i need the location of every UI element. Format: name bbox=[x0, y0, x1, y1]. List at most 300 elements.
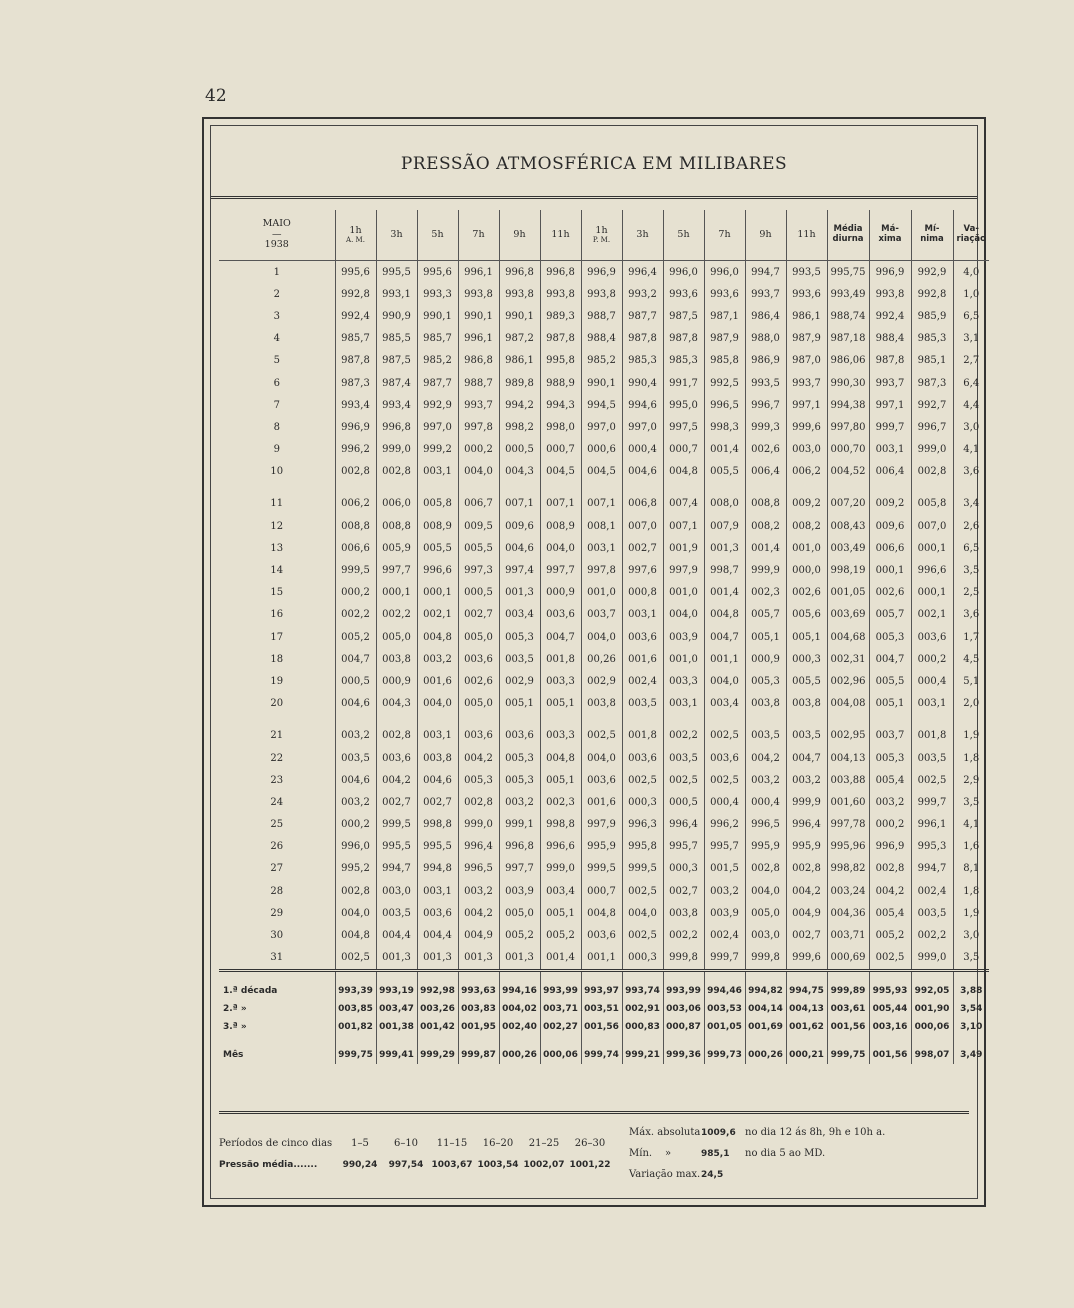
cell-7h: 005,5 bbox=[458, 537, 499, 559]
cell-day: 28 bbox=[270, 885, 284, 897]
cell-3h: 993,4 bbox=[376, 394, 417, 416]
cell-1h-pm: 996,9 bbox=[581, 261, 622, 284]
cell-day: 17 bbox=[270, 631, 284, 643]
cell-9h: 002,9 bbox=[499, 670, 540, 692]
cell-7h bbox=[458, 483, 499, 493]
cell-3h: 999,41 bbox=[376, 1046, 417, 1064]
cell-variacao: 3,0 bbox=[953, 416, 989, 438]
cell-5h: 990,1 bbox=[417, 305, 458, 327]
cell-1h-am: 987,3 bbox=[335, 372, 376, 394]
cell-1h-pm: 997,8 bbox=[581, 559, 622, 581]
table-row bbox=[219, 305, 989, 327]
cell-variacao: 3,5 bbox=[953, 791, 989, 813]
cell-9h-pm: 999,3 bbox=[745, 416, 786, 438]
cell-7h: 004,2 bbox=[458, 747, 499, 769]
table-row bbox=[219, 537, 989, 559]
page-title: PRESSÃO ATMOSFÉRICA EM MILIBARES bbox=[400, 154, 788, 174]
cell-5h-pm: 007,1 bbox=[663, 515, 704, 537]
cell-3h-pm: 002,5 bbox=[622, 924, 663, 946]
cell-1h-pm: 003,7 bbox=[581, 604, 622, 626]
table-frame bbox=[202, 117, 986, 1207]
cell-5h: 997,0 bbox=[417, 416, 458, 438]
cell-variacao: 2,9 bbox=[953, 769, 989, 791]
cell-5h: 987,7 bbox=[417, 372, 458, 394]
cell-3h: 999,0 bbox=[376, 439, 417, 461]
table-row bbox=[219, 582, 989, 604]
cell-5h: 003,1 bbox=[417, 725, 458, 747]
cell-9h-pm: 003,0 bbox=[745, 924, 786, 946]
cell-variacao: 1,0 bbox=[953, 283, 989, 305]
cell-7h-pm: 001,4 bbox=[704, 439, 745, 461]
cell-7h: 005,0 bbox=[458, 626, 499, 648]
cell-5h: 002,1 bbox=[417, 604, 458, 626]
cell-day: 7 bbox=[273, 399, 280, 411]
cell-11h: 996,8 bbox=[540, 261, 581, 284]
cell-11h bbox=[540, 715, 581, 725]
cell-maxima: 003,1 bbox=[869, 439, 911, 461]
cell-7h: 003,6 bbox=[458, 725, 499, 747]
cell-minima: 003,5 bbox=[911, 747, 953, 769]
cell-11h-pm: 005,6 bbox=[786, 604, 827, 626]
decade-summary-row bbox=[219, 982, 989, 1000]
cell-7h: 003,6 bbox=[458, 648, 499, 670]
cell-3h-pm: 996,3 bbox=[622, 814, 663, 836]
pressure-cell: 1001,22 bbox=[569, 1160, 611, 1170]
cell-5h-pm: 007,4 bbox=[663, 493, 704, 515]
cell-5h: 001,3 bbox=[417, 947, 458, 971]
cell-5h-pm bbox=[663, 970, 704, 982]
cell-9h: 003,2 bbox=[499, 791, 540, 813]
page-number: 42 bbox=[205, 86, 227, 106]
cell-3h: 994,7 bbox=[376, 858, 417, 880]
cell-minima: 992,05 bbox=[911, 982, 953, 1000]
cell-1h-am: 004,6 bbox=[335, 693, 376, 715]
cell-3h: 002,8 bbox=[376, 461, 417, 483]
cell-11h: 002,27 bbox=[540, 1018, 581, 1036]
cell-minima: 985,3 bbox=[911, 328, 953, 350]
header-media-diurna: Média diurna bbox=[827, 210, 869, 261]
cell-media-diurna bbox=[827, 970, 869, 982]
cell-11h: 997,7 bbox=[540, 559, 581, 581]
table-row bbox=[219, 648, 989, 670]
cell-variacao: 3,10 bbox=[953, 1018, 989, 1036]
cell-11h: 001,4 bbox=[540, 947, 581, 971]
cell-11h bbox=[540, 1036, 581, 1046]
cell-minima: 005,8 bbox=[911, 493, 953, 515]
cell-media-diurna: 997,78 bbox=[827, 814, 869, 836]
cell-minima: 985,1 bbox=[911, 350, 953, 372]
cell-11h-pm bbox=[786, 483, 827, 493]
cell-11h-pm: 003,2 bbox=[786, 769, 827, 791]
cell-9h-pm: 002,3 bbox=[745, 582, 786, 604]
cell-1h-am: 000,2 bbox=[335, 814, 376, 836]
cell-7h-pm: 999,7 bbox=[704, 947, 745, 971]
cell-5h-pm: 993,99 bbox=[663, 982, 704, 1000]
cell-5h-pm: 002,7 bbox=[663, 880, 704, 902]
cell-5h: 004,8 bbox=[417, 626, 458, 648]
cell-3h: 005,9 bbox=[376, 537, 417, 559]
cell-3h: 999,5 bbox=[376, 814, 417, 836]
cell-1h-am: 006,2 bbox=[335, 493, 376, 515]
cell-3h-pm: 000,4 bbox=[622, 439, 663, 461]
cell-variacao bbox=[953, 970, 989, 982]
cell-3h: 987,5 bbox=[376, 350, 417, 372]
cell-1h-pm: 004,5 bbox=[581, 461, 622, 483]
cell-5h-pm bbox=[663, 483, 704, 493]
cell-7h: 001,3 bbox=[458, 947, 499, 971]
header-1h-am-hour: 1h bbox=[349, 224, 362, 236]
cell-day: 30 bbox=[270, 930, 284, 942]
table-row bbox=[219, 747, 989, 769]
cell-1h-am: 996,2 bbox=[335, 439, 376, 461]
cell-1h-pm: 008,1 bbox=[581, 515, 622, 537]
cell-3h: 004,3 bbox=[376, 693, 417, 715]
cell-variacao: 4,5 bbox=[953, 648, 989, 670]
cell-1h-pm: 999,74 bbox=[581, 1046, 622, 1064]
cell-7h: 997,8 bbox=[458, 416, 499, 438]
five-day-periods bbox=[219, 1132, 619, 1176]
cell-5h-pm: 996,4 bbox=[663, 814, 704, 836]
cell-maxima: 002,5 bbox=[869, 947, 911, 971]
cell-maxima: 997,1 bbox=[869, 394, 911, 416]
cell-7h-pm: 995,7 bbox=[704, 836, 745, 858]
cell-11h-pm: 987,0 bbox=[786, 350, 827, 372]
cell-7h: 986,8 bbox=[458, 350, 499, 372]
cell-media-diurna: 988,74 bbox=[827, 305, 869, 327]
cell-7h bbox=[458, 1036, 499, 1046]
period-cell: 16–20 bbox=[482, 1137, 514, 1149]
cell-3h-pm: 985,3 bbox=[622, 350, 663, 372]
cell-11h-pm: 995,9 bbox=[786, 836, 827, 858]
cell-9h: 005,0 bbox=[499, 902, 540, 924]
min-label: Mín. bbox=[629, 1148, 653, 1159]
cell-media-diurna: 004,68 bbox=[827, 626, 869, 648]
cell-7h: 996,1 bbox=[458, 328, 499, 350]
cell-1h-am: 008,8 bbox=[335, 515, 376, 537]
cell-9h-pm: 002,8 bbox=[745, 858, 786, 880]
cell-11h-pm: 997,1 bbox=[786, 394, 827, 416]
period-cell: 11–15 bbox=[436, 1137, 468, 1149]
cell-7h-pm: 993,6 bbox=[704, 283, 745, 305]
cell-maxima: 001,56 bbox=[869, 1046, 911, 1064]
cell-11h-pm: 004,7 bbox=[786, 747, 827, 769]
cell-11h-pm: 001,62 bbox=[786, 1018, 827, 1036]
spacer-row bbox=[219, 970, 989, 982]
cell-7h: 996,5 bbox=[458, 858, 499, 880]
pressure-row bbox=[219, 1154, 619, 1176]
cell-1h-pm bbox=[581, 1036, 622, 1046]
cell-5h-pm: 000,5 bbox=[663, 791, 704, 813]
cell-5h-pm: 000,3 bbox=[663, 858, 704, 880]
table-row bbox=[219, 350, 989, 372]
header-month-label: MAIO bbox=[262, 217, 291, 229]
cell-5h-pm: 003,5 bbox=[663, 747, 704, 769]
cell-11h-pm: 994,75 bbox=[786, 982, 827, 1000]
cell-minima: 996,1 bbox=[911, 814, 953, 836]
cell-9h: 993,8 bbox=[499, 283, 540, 305]
cell-day: 1.ª década bbox=[223, 985, 278, 996]
cell-maxima: 987,8 bbox=[869, 350, 911, 372]
cell-maxima: 003,7 bbox=[869, 725, 911, 747]
table-row bbox=[219, 559, 989, 581]
cell-5h-pm: 997,9 bbox=[663, 559, 704, 581]
cell-5h-pm: 995,7 bbox=[663, 836, 704, 858]
cell-9h: 001,3 bbox=[499, 582, 540, 604]
cell-9h: 987,2 bbox=[499, 328, 540, 350]
var-label: Variação max. bbox=[629, 1169, 701, 1180]
cell-1h-pm: 000,7 bbox=[581, 880, 622, 902]
cell-day: 24 bbox=[270, 796, 284, 808]
table-row bbox=[219, 693, 989, 715]
table-row bbox=[219, 902, 989, 924]
cell-3h bbox=[376, 1036, 417, 1046]
periods-label: Períodos de cinco dias bbox=[219, 1137, 333, 1149]
cell-7h-pm: 003,6 bbox=[704, 747, 745, 769]
max-text: no dia 12 ás 8h, 9h e 10h a. bbox=[745, 1127, 886, 1138]
table-row bbox=[219, 439, 989, 461]
cell-9h: 009,6 bbox=[499, 515, 540, 537]
cell-11h: 004,7 bbox=[540, 626, 581, 648]
cell-7h-pm: 985,8 bbox=[704, 350, 745, 372]
cell-5h-pm: 002,2 bbox=[663, 725, 704, 747]
cell-3h-pm: 000,3 bbox=[622, 791, 663, 813]
cell-7h-pm: 998,3 bbox=[704, 416, 745, 438]
cell-3h-pm: 004,0 bbox=[622, 902, 663, 924]
cell-3h: 990,9 bbox=[376, 305, 417, 327]
cell-5h-pm: 997,5 bbox=[663, 416, 704, 438]
cell-9h-pm: 999,9 bbox=[745, 559, 786, 581]
cell-3h: 002,2 bbox=[376, 604, 417, 626]
cell-day: 2.ª » bbox=[223, 1003, 247, 1014]
cell-7h: 006,7 bbox=[458, 493, 499, 515]
cell-11h-pm bbox=[786, 715, 827, 725]
cell-5h-pm: 991,7 bbox=[663, 372, 704, 394]
cell-11h-pm: 996,4 bbox=[786, 814, 827, 836]
cell-9h-pm: 008,8 bbox=[745, 493, 786, 515]
cell-media-diurna: 002,31 bbox=[827, 648, 869, 670]
cell-day: 10 bbox=[270, 466, 284, 478]
cell-1h-am: 996,0 bbox=[335, 836, 376, 858]
cell-9h-pm bbox=[745, 483, 786, 493]
cell-1h-am bbox=[335, 715, 376, 725]
cell-3h-pm: 002,5 bbox=[622, 880, 663, 902]
pressure-cell: 1002,07 bbox=[523, 1160, 565, 1170]
cell-day: Mês bbox=[223, 1049, 244, 1060]
cell-11h: 993,8 bbox=[540, 283, 581, 305]
cell-11h-pm: 003,8 bbox=[786, 693, 827, 715]
table-row bbox=[219, 328, 989, 350]
cell-1h-am: 993,39 bbox=[335, 982, 376, 1000]
cell-1h-pm: 003,6 bbox=[581, 769, 622, 791]
cell-3h: 993,19 bbox=[376, 982, 417, 1000]
cell-7h-pm: 001,4 bbox=[704, 582, 745, 604]
cell-media-diurna: 004,13 bbox=[827, 747, 869, 769]
cell-9h-pm: 995,9 bbox=[745, 836, 786, 858]
cell-day: 15 bbox=[270, 587, 284, 599]
cell-media-diurna: 003,49 bbox=[827, 537, 869, 559]
cell-3h bbox=[376, 715, 417, 725]
cell-7h: 993,63 bbox=[458, 982, 499, 1000]
cell-9h-pm: 996,7 bbox=[745, 394, 786, 416]
cell-5h-pm: 999,36 bbox=[663, 1046, 704, 1064]
cell-1h-pm: 999,5 bbox=[581, 858, 622, 880]
cell-variacao bbox=[953, 715, 989, 725]
cell-maxima: 005,1 bbox=[869, 693, 911, 715]
cell-3h: 997,7 bbox=[376, 559, 417, 581]
cell-variacao: 3,1 bbox=[953, 328, 989, 350]
cell-3h: 996,8 bbox=[376, 416, 417, 438]
cell-3h: 003,47 bbox=[376, 1000, 417, 1018]
cell-9h: 002,40 bbox=[499, 1018, 540, 1036]
cell-9h: 996,8 bbox=[499, 261, 540, 284]
cell-maxima bbox=[869, 483, 911, 493]
cell-11h-pm: 000,21 bbox=[786, 1046, 827, 1064]
cell-minima: 992,9 bbox=[911, 261, 953, 284]
cell-maxima: 009,6 bbox=[869, 515, 911, 537]
cell-variacao: 1,8 bbox=[953, 880, 989, 902]
cell-minima: 002,2 bbox=[911, 924, 953, 946]
cell-1h-am: 003,85 bbox=[335, 1000, 376, 1018]
cell-5h-pm: 002,5 bbox=[663, 769, 704, 791]
cell-7h-pm: 003,4 bbox=[704, 693, 745, 715]
cell-variacao: 3,5 bbox=[953, 947, 989, 971]
cell-11h-pm: 001,0 bbox=[786, 537, 827, 559]
cell-7h: 996,1 bbox=[458, 261, 499, 284]
cell-3h bbox=[376, 970, 417, 982]
cell-3h: 003,5 bbox=[376, 902, 417, 924]
header-9h-pm: 9h bbox=[745, 210, 786, 261]
cell-day bbox=[219, 1036, 335, 1046]
cell-maxima: 005,3 bbox=[869, 626, 911, 648]
cell-minima: 007,0 bbox=[911, 515, 953, 537]
cell-5h-pm: 001,0 bbox=[663, 648, 704, 670]
cell-1h-am: 003,5 bbox=[335, 747, 376, 769]
cell-9h bbox=[499, 483, 540, 493]
cell-1h-pm: 997,9 bbox=[581, 814, 622, 836]
cell-maxima: 988,4 bbox=[869, 328, 911, 350]
cell-media-diurna: 990,30 bbox=[827, 372, 869, 394]
cell-9h-pm bbox=[745, 1036, 786, 1046]
cell-variacao: 4,0 bbox=[953, 261, 989, 284]
cell-5h: 001,42 bbox=[417, 1018, 458, 1036]
header-5h: 5h bbox=[417, 210, 458, 261]
cell-day: 19 bbox=[270, 675, 284, 687]
cell-1h-pm: 003,6 bbox=[581, 924, 622, 946]
cell-5h: 008,9 bbox=[417, 515, 458, 537]
cell-9h: 001,3 bbox=[499, 947, 540, 971]
cell-5h: 005,5 bbox=[417, 537, 458, 559]
cell-minima: 999,7 bbox=[911, 791, 953, 813]
header-row bbox=[219, 210, 989, 261]
cell-11h-pm: 008,2 bbox=[786, 515, 827, 537]
table-row bbox=[219, 283, 989, 305]
cell-11h: 003,71 bbox=[540, 1000, 581, 1018]
cell-1h-am bbox=[335, 1036, 376, 1046]
cell-7h-pm: 987,9 bbox=[704, 328, 745, 350]
cell-media-diurna bbox=[827, 483, 869, 493]
header-year: 1938 bbox=[264, 239, 289, 251]
cell-variacao: 3,49 bbox=[953, 1046, 989, 1064]
cell-5h: 003,1 bbox=[417, 461, 458, 483]
cell-maxima: 003,2 bbox=[869, 791, 911, 813]
cell-9h-pm: 994,82 bbox=[745, 982, 786, 1000]
cell-3h: 008,8 bbox=[376, 515, 417, 537]
period-cell: 26–30 bbox=[574, 1137, 606, 1149]
cell-maxima: 005,4 bbox=[869, 902, 911, 924]
cell-5h bbox=[417, 483, 458, 493]
cell-7h-pm: 004,8 bbox=[704, 604, 745, 626]
cell-11h-pm bbox=[786, 970, 827, 982]
cell-day: 22 bbox=[270, 752, 284, 764]
cell-day: 8 bbox=[273, 421, 280, 433]
min-value: 985,1 bbox=[701, 1148, 730, 1159]
header-1h-pm-hour: 1h bbox=[595, 224, 608, 236]
cell-media-diurna: 003,71 bbox=[827, 924, 869, 946]
cell-5h: 993,3 bbox=[417, 283, 458, 305]
cell-5h bbox=[417, 1036, 458, 1046]
cell-5h-pm: 004,8 bbox=[663, 461, 704, 483]
cell-9h: 986,1 bbox=[499, 350, 540, 372]
cell-7h: 005,0 bbox=[458, 693, 499, 715]
cell-media-diurna: 003,69 bbox=[827, 604, 869, 626]
cell-11h: 005,2 bbox=[540, 924, 581, 946]
cell-3h: 003,0 bbox=[376, 880, 417, 902]
pressure-cell: 1003,54 bbox=[477, 1160, 519, 1170]
cell-maxima: 002,6 bbox=[869, 582, 911, 604]
cell-maxima: 996,9 bbox=[869, 836, 911, 858]
cell-variacao: 2,5 bbox=[953, 582, 989, 604]
cell-7h-pm: 002,4 bbox=[704, 924, 745, 946]
cell-3h-pm: 003,6 bbox=[622, 626, 663, 648]
cell-variacao bbox=[953, 1036, 989, 1046]
cell-9h bbox=[499, 970, 540, 982]
table-row bbox=[219, 394, 989, 416]
cell-maxima: 995,93 bbox=[869, 982, 911, 1000]
cell-media-diurna: 004,52 bbox=[827, 461, 869, 483]
cell-1h-pm bbox=[581, 483, 622, 493]
title-divider bbox=[211, 196, 977, 199]
cell-minima: 001,90 bbox=[911, 1000, 953, 1018]
cell-minima: 999,0 bbox=[911, 439, 953, 461]
cell-5h: 998,8 bbox=[417, 814, 458, 836]
cell-maxima: 993,7 bbox=[869, 372, 911, 394]
max-label: Máx. absoluta bbox=[629, 1127, 701, 1138]
cell-7h-pm bbox=[704, 483, 745, 493]
cell-1h-pm: 990,1 bbox=[581, 372, 622, 394]
cell-7h-pm: 002,5 bbox=[704, 769, 745, 791]
cell-1h-pm: 002,5 bbox=[581, 725, 622, 747]
cell-day: 12 bbox=[270, 520, 284, 532]
cell-1h-pm: 003,8 bbox=[581, 693, 622, 715]
cell-day: 25 bbox=[270, 819, 284, 831]
cell-minima: 996,7 bbox=[911, 416, 953, 438]
cell-9h bbox=[499, 715, 540, 725]
cell-11h-pm: 003,5 bbox=[786, 725, 827, 747]
cell-7h-pm: 998,7 bbox=[704, 559, 745, 581]
cell-minima: 003,5 bbox=[911, 902, 953, 924]
cell-5h: 994,8 bbox=[417, 858, 458, 880]
cell-11h: 001,8 bbox=[540, 648, 581, 670]
cell-maxima bbox=[869, 970, 911, 982]
cell-5h-pm: 003,9 bbox=[663, 626, 704, 648]
cell-7h bbox=[458, 970, 499, 982]
cell-day: 16 bbox=[270, 609, 284, 621]
cell-3h bbox=[376, 483, 417, 493]
cell-3h: 995,5 bbox=[376, 261, 417, 284]
cell-3h-pm: 999,5 bbox=[622, 858, 663, 880]
cell-5h: 003,26 bbox=[417, 1000, 458, 1018]
cell-9h-pm: 999,8 bbox=[745, 947, 786, 971]
